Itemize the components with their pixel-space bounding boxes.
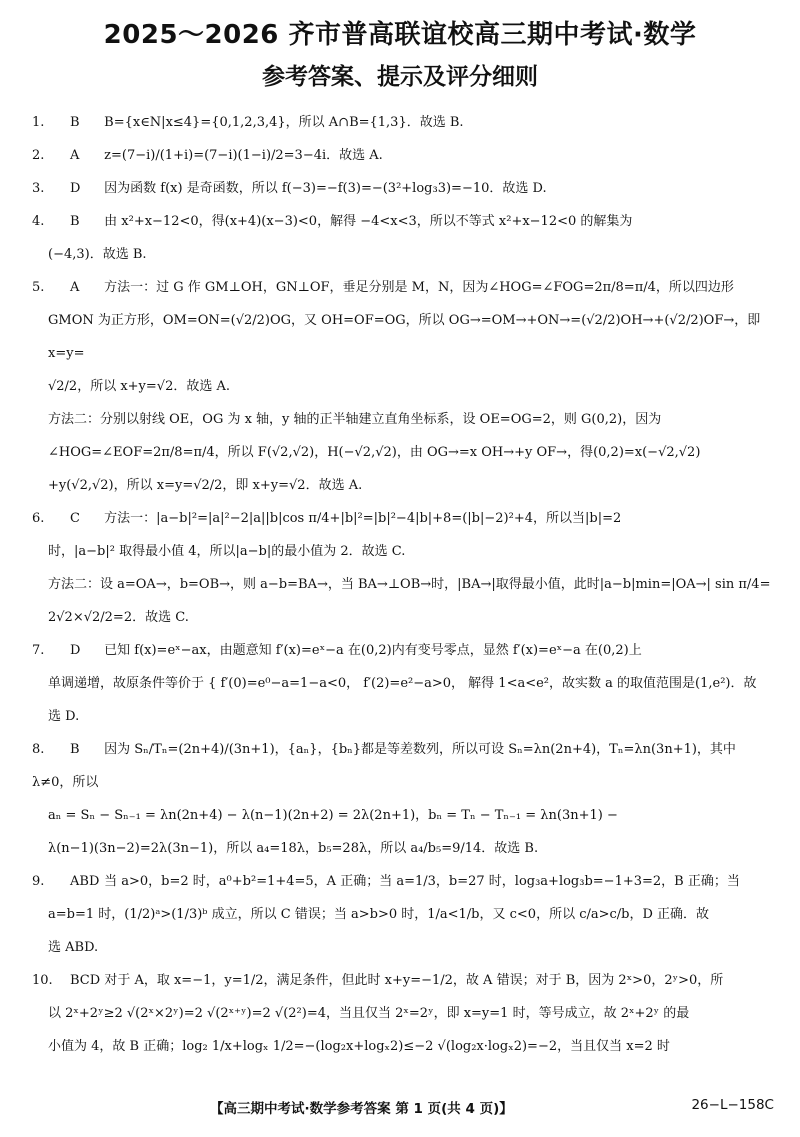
answer-choice: C xyxy=(70,511,80,526)
page-subtitle: 参考答案、提示及评分细则 xyxy=(262,64,538,90)
answer-choice: B xyxy=(70,214,80,229)
answer-line: (−4,3)．故选 B. xyxy=(48,247,147,262)
answer-line: 单调递增，故原条件等价于 { f′(0)=e⁰−a=1−a<0， f′(2)=e²−a>0， 解得 1<a<e²，故实数 a 的取值范围是(1,e²)．故 xyxy=(48,676,757,691)
answer-line xyxy=(32,502,772,535)
answer-line: 2√2×√2/2=2．故选 C. xyxy=(48,610,189,625)
answer-line xyxy=(32,271,772,304)
question-number: 6. xyxy=(32,511,45,526)
answer-line: 方法二：设 a=OA→，b=OB→，则 a−b=BA→，当 BA→⊥OB→时，|BA→|取得最小值，此时|a−b|min=|OA→| sin π/4= xyxy=(48,577,771,592)
answer-text: 对于 A，取 x=−1，y=1/2，满足条件，但此时 x+y=−1/2，故 A 错误；对于 B，因为 2ˣ>0，2ʸ>0，所 xyxy=(104,973,724,988)
answer-choice: A xyxy=(70,280,80,295)
answer-choice: BCD xyxy=(70,973,101,988)
answer-line: 选 ABD. xyxy=(48,940,99,955)
answer-item xyxy=(32,205,772,271)
answer-line: 选 D. xyxy=(48,709,80,724)
answer-text: 由 x²+x−12<0，得(x+4)(x−3)<0，解得 −4<x<3，所以不等式 x²+x−12<0 的解集为 xyxy=(104,214,633,229)
answer-choice: A xyxy=(70,148,80,163)
footer-code: 26−L−158C xyxy=(691,1097,774,1113)
answer-item xyxy=(32,502,772,634)
answer-line xyxy=(32,733,772,799)
answer-line: √2/2，所以 x+y=√2．故选 A. xyxy=(48,379,231,394)
answer-item xyxy=(32,964,772,1063)
footer-page-info: 【高三期中考试·数学参考答案 第 1 页(共 4 页)】 xyxy=(210,1101,513,1117)
question-number: 7. xyxy=(32,643,45,658)
answer-line: λ(n−1)(3n−2)=2λ(3n−1)，所以 a₄=18λ，b₅=28λ，所以 a₄/b₅=9/14．故选 B. xyxy=(48,841,539,856)
question-number: 8. xyxy=(32,742,45,757)
answer-text: z=(7−i)/(1+i)=(7−i)(1−i)/2=3−4i．故选 A. xyxy=(104,148,383,163)
answer-text: 因为函数 f(x) 是奇函数，所以 f(−3)=−f(3)=−(3²+log₃3)=−10．故选 D. xyxy=(104,181,547,196)
answer-choice: B xyxy=(70,115,80,130)
answer-line xyxy=(32,634,772,667)
answer-choice: D xyxy=(70,181,81,196)
answer-choice: D xyxy=(70,643,81,658)
answer-text: 方法一：过 G 作 GM⊥OH，GN⊥OF，垂足分别是 M，N，因为∠HOG=∠FOG=2π/8=π/4，所以四边形 xyxy=(104,280,734,295)
answer-item xyxy=(32,865,772,964)
question-number: 10. xyxy=(32,973,53,988)
answer-line xyxy=(32,865,772,898)
answer-item xyxy=(32,106,772,139)
answer-line xyxy=(32,139,772,172)
answer-line: +y(√2,√2)，所以 x=y=√2/2，即 x+y=√2．故选 A. xyxy=(48,478,363,493)
answer-text: 当 a>0，b=2 时，a⁰+b²=1+4=5，A 正确；当 a=1/3，b=27 时，log₃a+log₃b=−1+3=2，B 正确；当 xyxy=(104,874,740,889)
answer-line: a=b=1 时，(1/2)ᵃ>(1/3)ᵇ 成立，所以 C 错误；当 a>b>0 时，1/a<1/b，又 c<0，所以 c/a>c/b，D 正确．故 xyxy=(48,907,710,922)
answer-line: 时，|a−b|² 取得最小值 4，所以|a−b|的最小值为 2．故选 C. xyxy=(48,544,406,559)
answer-line xyxy=(32,964,772,997)
answer-item xyxy=(32,139,772,172)
question-number: 1. xyxy=(32,115,45,130)
answer-choice: ABD xyxy=(70,874,100,889)
answer-text: 因为 Sₙ/Tₙ=(2n+4)/(3n+1)，{aₙ}，{bₙ}都是等差数列，所以可设 Sₙ=λn(2n+4)，Tₙ=λn(3n+1)，其中 λ≠0，所以 xyxy=(32,742,736,790)
answer-line: aₙ = Sₙ − Sₙ₋₁ = λn(2n+4) − λ(n−1)(2n+2) = 2λ(2n+1)，bₙ = Tₙ − Tₙ₋₁ = λn(3n+1) − xyxy=(48,808,618,823)
question-number: 2. xyxy=(32,148,45,163)
answer-item xyxy=(32,634,772,733)
answer-line: GMON 为正方形，OM=ON=(√2/2)OG，又 OH=OF=OG，所以 OG→=OM→+ON→=(√2/2)OH→+(√2/2)OF→，即 x=y= xyxy=(48,313,761,361)
question-number: 5. xyxy=(32,280,45,295)
answer-text: B={x∈N|x≤4}={0,1,2,3,4}，所以 A∩B={1,3}．故选 B. xyxy=(104,115,464,130)
answer-text: 方法一：|a−b|²=|a|²−2|a||b|cos π/4+|b|²=|b|²−4|b|+8=(|b|−2)²+4，所以当|b|=2 xyxy=(104,511,622,526)
answer-item xyxy=(32,733,772,865)
answer-line: ∠HOG=∠EOF=2π/8=π/4，所以 F(√2,√2)，H(−√2,√2)，由 OG→=x OH→+y OF→，得(0,2)=x(−√2,√2) xyxy=(48,445,701,460)
answer-line xyxy=(32,172,772,205)
answer-line: 方法二：分别以射线 OE，OG 为 x 轴，y 轴的正半轴建立直角坐标系，设 OE=OG=2，则 G(0,2)，因为 xyxy=(48,412,662,427)
answer-line xyxy=(32,205,772,238)
answer-list xyxy=(32,106,772,1063)
answer-line xyxy=(32,106,772,139)
question-number: 3. xyxy=(32,181,45,196)
answer-choice: B xyxy=(70,742,80,757)
question-number: 9. xyxy=(32,874,45,889)
answer-line: 以 2ˣ+2ʸ≥2 √(2ˣ×2ʸ)=2 √(2ˣ⁺ʸ)=2 √(2²)=4，当且仅当 2ˣ=2ʸ，即 x=y=1 时，等号成立，故 2ˣ+2ʸ 的最 xyxy=(48,1006,690,1021)
page-title: 2025～2026 齐市普高联谊校高三期中考试·数学 xyxy=(103,20,697,50)
answer-item xyxy=(32,172,772,205)
page-footer xyxy=(0,1097,800,1121)
answer-line: 小值为 4，故 B 正确；log₂ 1/x+logₓ 1/2=−(log₂x+logₓ2)≤−2 √(log₂x·logₓ2)=−2，当且仅当 x=2 时 xyxy=(48,1039,670,1054)
question-number: 4. xyxy=(32,214,45,229)
answer-item xyxy=(32,271,772,502)
answer-text: 已知 f(x)=eˣ−ax，由题意知 f′(x)=eˣ−a 在(0,2)内有变号零点，显然 f′(x)=eˣ−a 在(0,2)上 xyxy=(104,643,642,658)
